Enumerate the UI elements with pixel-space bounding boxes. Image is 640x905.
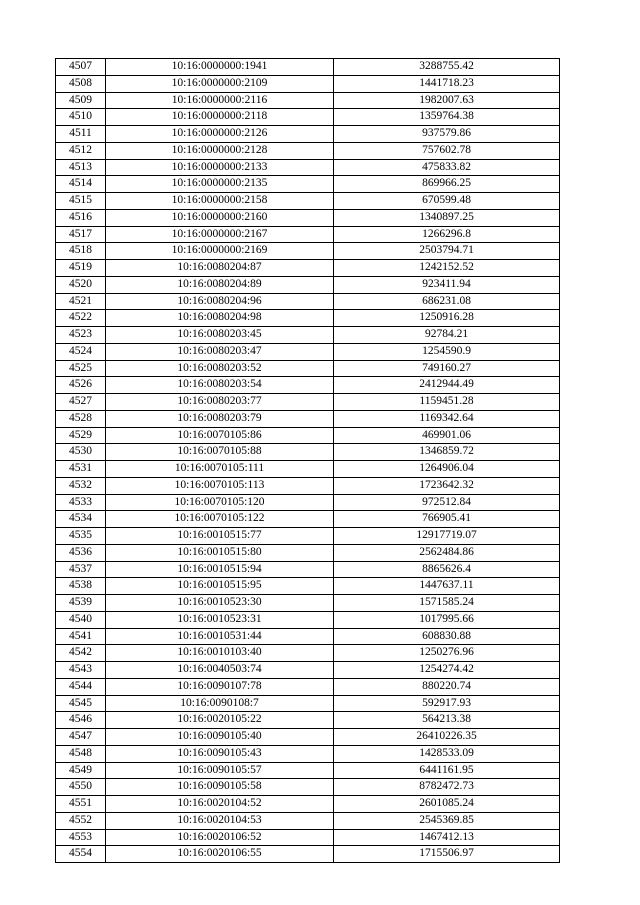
cadastral-number-cell: 10:16:0080203:79 (106, 410, 334, 427)
row-number-cell: 4550 (56, 779, 106, 796)
value-cell: 749160.27 (334, 360, 560, 377)
value-cell: 3288755.42 (334, 59, 560, 76)
row-number-cell: 4545 (56, 695, 106, 712)
row-number-cell: 4512 (56, 142, 106, 159)
value-cell: 1982007.63 (334, 92, 560, 109)
row-number-cell: 4518 (56, 243, 106, 260)
table-row (56, 611, 560, 628)
row-number-cell: 4535 (56, 528, 106, 545)
table-row (56, 712, 560, 729)
value-cell: 1266296.8 (334, 226, 560, 243)
value-cell: 1715506.97 (334, 846, 560, 863)
value-cell: 670599.48 (334, 193, 560, 210)
row-number-cell: 4517 (56, 226, 106, 243)
row-number-cell: 4508 (56, 75, 106, 92)
value-cell: 1447637.11 (334, 578, 560, 595)
table-row (56, 377, 560, 394)
row-number-cell: 4532 (56, 477, 106, 494)
cadastral-number-cell: 10:16:0070105:88 (106, 444, 334, 461)
table-row (56, 59, 560, 76)
row-number-cell: 4552 (56, 812, 106, 829)
row-number-cell: 4551 (56, 796, 106, 813)
table-row (56, 360, 560, 377)
row-number-cell: 4511 (56, 126, 106, 143)
value-cell: 1250276.96 (334, 645, 560, 662)
row-number-cell: 4540 (56, 611, 106, 628)
value-cell: 1254274.42 (334, 662, 560, 679)
row-number-cell: 4533 (56, 494, 106, 511)
table-row (56, 243, 560, 260)
value-cell: 1359764.38 (334, 109, 560, 126)
cadastral-number-cell: 10:16:0000000:1941 (106, 59, 334, 76)
cadastral-number-cell: 10:16:0080204:89 (106, 276, 334, 293)
cadastral-number-cell: 10:16:0090105:58 (106, 779, 334, 796)
value-cell: 2545369.85 (334, 812, 560, 829)
cadastral-number-cell: 10:16:0000000:2133 (106, 159, 334, 176)
cadastral-number-cell: 10:16:0070105:120 (106, 494, 334, 511)
value-cell: 8865626.4 (334, 561, 560, 578)
table-row (56, 159, 560, 176)
row-number-cell: 4537 (56, 561, 106, 578)
table-row (56, 544, 560, 561)
table-row (56, 427, 560, 444)
cadastral-number-cell: 10:16:0080203:77 (106, 394, 334, 411)
cadastral-number-cell: 10:16:0020106:55 (106, 846, 334, 863)
row-number-cell: 4534 (56, 511, 106, 528)
table-row (56, 762, 560, 779)
value-cell: 1723642.32 (334, 477, 560, 494)
value-cell: 564213.38 (334, 712, 560, 729)
table-row (56, 662, 560, 679)
table-row (56, 444, 560, 461)
row-number-cell: 4543 (56, 662, 106, 679)
row-number-cell: 4547 (56, 729, 106, 746)
row-number-cell: 4546 (56, 712, 106, 729)
row-number-cell: 4523 (56, 327, 106, 344)
table-row (56, 528, 560, 545)
cadastral-number-cell: 10:16:0040503:74 (106, 662, 334, 679)
value-cell: 1467412.13 (334, 829, 560, 846)
table-row (56, 796, 560, 813)
row-number-cell: 4516 (56, 209, 106, 226)
row-number-cell: 4519 (56, 260, 106, 277)
value-cell: 1428533.09 (334, 745, 560, 762)
table-row (56, 678, 560, 695)
value-cell: 1441718.23 (334, 75, 560, 92)
value-cell: 92784.21 (334, 327, 560, 344)
table-row (56, 209, 560, 226)
value-cell: 1159451.28 (334, 394, 560, 411)
value-cell: 1340897.25 (334, 209, 560, 226)
cadastral-number-cell: 10:16:0090105:57 (106, 762, 334, 779)
row-number-cell: 4521 (56, 293, 106, 310)
value-cell: 1346859.72 (334, 444, 560, 461)
cadastral-number-cell: 10:16:0090108:7 (106, 695, 334, 712)
cadastral-number-cell: 10:16:0000000:2135 (106, 176, 334, 193)
value-cell: 1571585.24 (334, 595, 560, 612)
table-row (56, 511, 560, 528)
value-cell: 6441161.95 (334, 762, 560, 779)
value-cell: 757602.78 (334, 142, 560, 159)
table-row (56, 193, 560, 210)
row-number-cell: 4542 (56, 645, 106, 662)
value-cell: 2601085.24 (334, 796, 560, 813)
cadastral-number-cell: 10:16:0090105:43 (106, 745, 334, 762)
table-row (56, 561, 560, 578)
row-number-cell: 4539 (56, 595, 106, 612)
value-cell: 766905.41 (334, 511, 560, 528)
cadastral-number-cell: 10:16:0020104:53 (106, 812, 334, 829)
table-row (56, 92, 560, 109)
value-cell: 2503794.71 (334, 243, 560, 260)
cadastral-number-cell: 10:16:0010515:94 (106, 561, 334, 578)
cadastral-number-cell: 10:16:0090105:40 (106, 729, 334, 746)
table-row (56, 276, 560, 293)
cadastral-number-cell: 10:16:0010103:40 (106, 645, 334, 662)
cadastral-number-cell: 10:16:0080203:47 (106, 343, 334, 360)
value-cell: 2562484.86 (334, 544, 560, 561)
cadastral-number-cell: 10:16:0020104:52 (106, 796, 334, 813)
value-cell: 1017995.66 (334, 611, 560, 628)
cadastral-number-cell: 10:16:0000000:2126 (106, 126, 334, 143)
value-cell: 1169342.64 (334, 410, 560, 427)
cadastral-number-cell: 10:16:0090107:78 (106, 678, 334, 695)
row-number-cell: 4529 (56, 427, 106, 444)
table-row (56, 494, 560, 511)
value-cell: 1264906.04 (334, 461, 560, 478)
table-row (56, 142, 560, 159)
row-number-cell: 4531 (56, 461, 106, 478)
value-cell: 1250916.28 (334, 310, 560, 327)
cadastral-number-cell: 10:16:0010515:95 (106, 578, 334, 595)
table-row (56, 628, 560, 645)
value-cell: 12917719.07 (334, 528, 560, 545)
cadastral-number-cell: 10:16:0000000:2169 (106, 243, 334, 260)
row-number-cell: 4554 (56, 846, 106, 863)
table-row (56, 343, 560, 360)
table-row (56, 260, 560, 277)
cadastral-number-cell: 10:16:0080203:45 (106, 327, 334, 344)
row-number-cell: 4526 (56, 377, 106, 394)
table-row (56, 126, 560, 143)
cadastral-number-cell: 10:16:0000000:2167 (106, 226, 334, 243)
row-number-cell: 4548 (56, 745, 106, 762)
value-cell: 686231.08 (334, 293, 560, 310)
table-row (56, 846, 560, 863)
cadastral-number-cell: 10:16:0080204:98 (106, 310, 334, 327)
value-cell: 869966.25 (334, 176, 560, 193)
table-row (56, 695, 560, 712)
value-cell: 972512.84 (334, 494, 560, 511)
cadastral-number-cell: 10:16:0000000:2109 (106, 75, 334, 92)
row-number-cell: 4514 (56, 176, 106, 193)
cadastral-number-cell: 10:16:0080203:52 (106, 360, 334, 377)
row-number-cell: 4513 (56, 159, 106, 176)
table-row (56, 729, 560, 746)
table-row (56, 327, 560, 344)
row-number-cell: 4510 (56, 109, 106, 126)
value-cell: 1254590.9 (334, 343, 560, 360)
value-cell: 937579.86 (334, 126, 560, 143)
cadastral-number-cell: 10:16:0020106:52 (106, 829, 334, 846)
value-cell: 469901.06 (334, 427, 560, 444)
table-body (56, 59, 560, 863)
row-number-cell: 4530 (56, 444, 106, 461)
row-number-cell: 4525 (56, 360, 106, 377)
table-row (56, 176, 560, 193)
table-row (56, 109, 560, 126)
table-row (56, 745, 560, 762)
row-number-cell: 4536 (56, 544, 106, 561)
value-cell: 2412944.49 (334, 377, 560, 394)
table-row (56, 645, 560, 662)
table-row (56, 461, 560, 478)
table-row (56, 779, 560, 796)
cadastral-number-cell: 10:16:0000000:2158 (106, 193, 334, 210)
cadastral-number-cell: 10:16:0010531:44 (106, 628, 334, 645)
row-number-cell: 4528 (56, 410, 106, 427)
table-row (56, 75, 560, 92)
row-number-cell: 4509 (56, 92, 106, 109)
row-number-cell: 4538 (56, 578, 106, 595)
row-number-cell: 4544 (56, 678, 106, 695)
cadastral-number-cell: 10:16:0010523:31 (106, 611, 334, 628)
table-row (56, 293, 560, 310)
row-number-cell: 4515 (56, 193, 106, 210)
cadastral-number-cell: 10:16:0070105:86 (106, 427, 334, 444)
row-number-cell: 4527 (56, 394, 106, 411)
cadastral-number-cell: 10:16:0020105:22 (106, 712, 334, 729)
table-row (56, 595, 560, 612)
value-cell: 608830.88 (334, 628, 560, 645)
table-row (56, 394, 560, 411)
cadastral-number-cell: 10:16:0010523:30 (106, 595, 334, 612)
cadastral-number-cell: 10:16:0080204:87 (106, 260, 334, 277)
value-cell: 475833.82 (334, 159, 560, 176)
cadastral-number-cell: 10:16:0010515:80 (106, 544, 334, 561)
cadastral-number-cell: 10:16:0080203:54 (106, 377, 334, 394)
cadastral-number-cell: 10:16:0070105:122 (106, 511, 334, 528)
cadastral-number-cell: 10:16:0070105:113 (106, 477, 334, 494)
value-cell: 923411.94 (334, 276, 560, 293)
value-cell: 880220.74 (334, 678, 560, 695)
row-number-cell: 4553 (56, 829, 106, 846)
cadastral-number-cell: 10:16:0000000:2118 (106, 109, 334, 126)
row-number-cell: 4524 (56, 343, 106, 360)
table-row (56, 410, 560, 427)
cadastral-number-cell: 10:16:0000000:2116 (106, 92, 334, 109)
data-table (55, 58, 560, 863)
row-number-cell: 4520 (56, 276, 106, 293)
table-row (56, 578, 560, 595)
cadastral-number-cell: 10:16:0010515:77 (106, 528, 334, 545)
table-row (56, 226, 560, 243)
cadastral-number-cell: 10:16:0080204:96 (106, 293, 334, 310)
row-number-cell: 4541 (56, 628, 106, 645)
row-number-cell: 4549 (56, 762, 106, 779)
table-row (56, 829, 560, 846)
table-row (56, 477, 560, 494)
value-cell: 592917.93 (334, 695, 560, 712)
value-cell: 1242152.52 (334, 260, 560, 277)
cadastral-number-cell: 10:16:0070105:111 (106, 461, 334, 478)
value-cell: 8782472.73 (334, 779, 560, 796)
value-cell: 26410226.35 (334, 729, 560, 746)
table-row (56, 310, 560, 327)
row-number-cell: 4507 (56, 59, 106, 76)
cadastral-number-cell: 10:16:0000000:2128 (106, 142, 334, 159)
row-number-cell: 4522 (56, 310, 106, 327)
cadastral-number-cell: 10:16:0000000:2160 (106, 209, 334, 226)
table-row (56, 812, 560, 829)
